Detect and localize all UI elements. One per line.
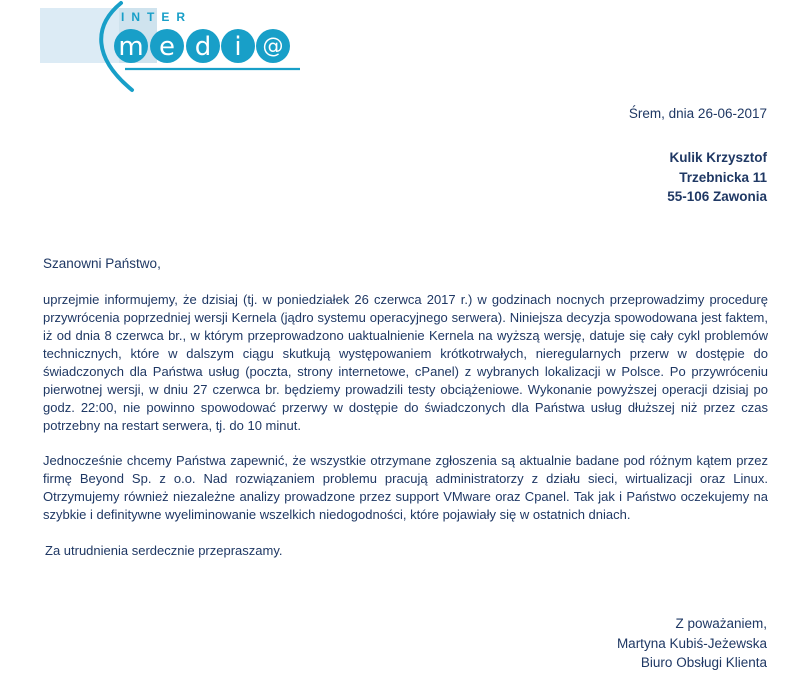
- sender-role: Biuro Obsługi Klienta: [640, 655, 767, 670]
- logo-letter-e: e: [159, 32, 175, 62]
- logo-inter-text: INTER: [121, 10, 192, 24]
- recipient-street: Trzebnicka 11: [679, 169, 767, 185]
- signature-block: [617, 614, 767, 673]
- closing-line: Z poważaniem,: [675, 616, 767, 631]
- recipient-name: Kulik Krzysztof: [669, 150, 767, 165]
- body-paragraph-1: uprzejmie informujemy, że dzisiaj (tj. w poniedziałek 26 czerwca 2017 r.) w godzinach nocnych przeprowadzimy procedurę przywrócenia poprzedniej wersji Kernela (jądro systemu operacyjnego serwera). Niniejsza decyzja spowodowana jest faktem, iż od dnia 8 czerwca br., w którym przeprowadzono uaktualnienie Kernela na wyższą wersję, datuje się cały cykl problemów technicznych, które w dalszym ciągu skutkują występowaniem krótkotrwałych, nieregularnych przerw w dostępie do świadczonych dla Państwa usług (poczta, strony internetowe, cPanel) z wybranych lokalizacji w Polsce. Po przywróceniu pierwotnej wersji, w dniu 27 czerwca br. będziemy prowadzili testy obciążeniowe. Wykonanie powyższej operacji dzisiaj po godz. 22:00, nie powinno spowodować przerwy w dostępie do świadczonych dla Państwa usług dłuższej niż przez czas potrzebny na restart serwera, tj. do 10 minut.: [43, 292, 768, 433]
- salutation: Szanowni Państwo,: [43, 256, 161, 271]
- intermedia-logo: [33, 0, 323, 96]
- sender-name: Martyna Kubiś-Jeżewska: [616, 635, 767, 651]
- recipient-block: [667, 148, 767, 207]
- logo-circles: [114, 29, 290, 63]
- logo-at-icon: @: [262, 34, 284, 58]
- dateline: Śrem, dnia 26-06-2017: [628, 106, 767, 121]
- logo-letter-i: i: [234, 32, 242, 62]
- body-paragraph-2: Jednocześnie chcemy Państwa zapewnić, że wszystkie otrzymane zgłoszenia są aktualnie badane pod różnym kątem przez firmę Beyond Sp. z o.o. Nad rozwiązaniem problemu pracują administratorzy z działu sieci, wirtualizacji oraz Linux. Otrzymujemy również niezależne analizy prowadzone przez support VMware oraz Cpanel. Tak jak i Państwo oczekujemy na szybkie i definitywne wyeliminowanie wszelkich niedogodności, które pojawiały się w ostatnich dniach.: [43, 453, 768, 522]
- logo-letter-d: d: [194, 32, 212, 62]
- logo-letter-m: m: [118, 32, 144, 62]
- recipient-city: 55-106 Zawonia: [667, 189, 767, 204]
- apology-line: Za utrudnienia serdecznie przepraszamy.: [45, 543, 283, 558]
